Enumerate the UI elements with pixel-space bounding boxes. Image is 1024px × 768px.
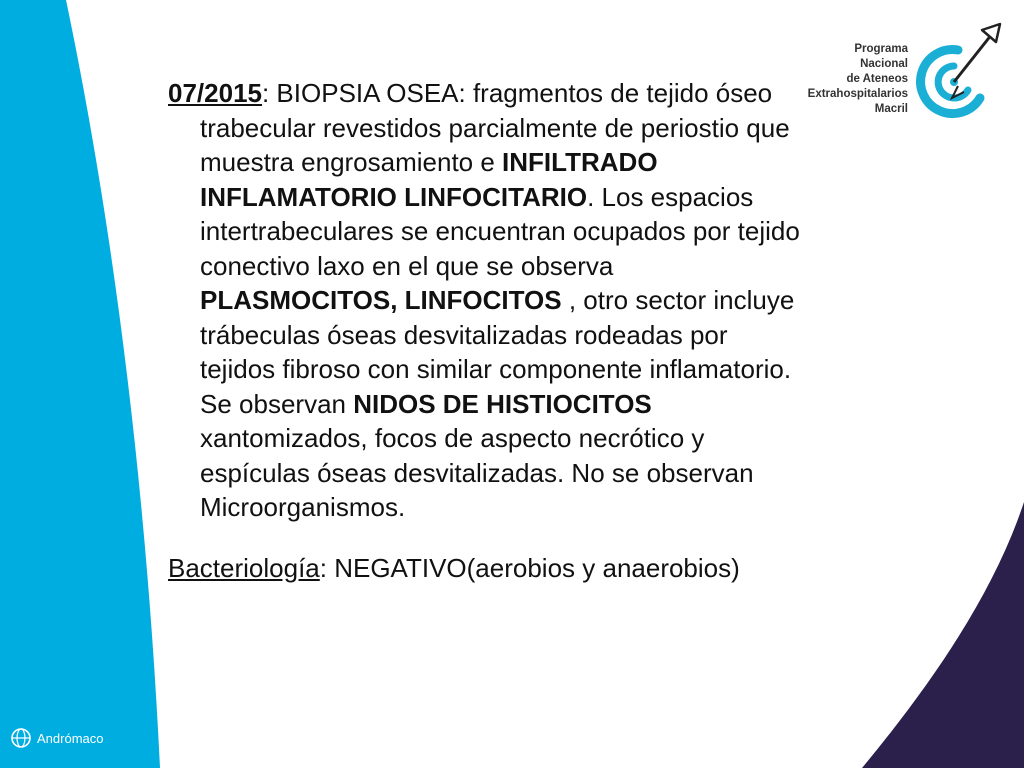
biopsy-text-3: , otro sector incluye trábeculas óseas desvitalizadas rodeadas por tejidos fibroso con similar componente inflamatorio. Se observan — [200, 285, 795, 419]
logo-line-1: Programa Nacional — [854, 43, 908, 70]
logo-text — [804, 42, 908, 117]
biopsy-text-2: . Los espacios intertrabeculares se encuentran ocupados por tejido conectivo laxo en el que se observa — [200, 181, 800, 281]
logo-line-3: Extrahospitalarios — [807, 88, 908, 100]
globe-icon — [10, 727, 32, 749]
biopsy-text-4: xantomizados, focos de aspecto necrótico y espículas óseas desvitalizadas. No se observan Microorganismos. — [200, 423, 754, 522]
slide-content — [168, 76, 808, 585]
biopsy-bold-3: NIDOS DE HISTIOCITOS — [353, 388, 652, 419]
bacteriology-label: Bacteriología — [168, 552, 320, 583]
biopsy-bold-1: INFILTRADO INFLAMATORIO LINFOCITARIO — [200, 147, 658, 212]
footer-brand: Andrómaco — [37, 730, 104, 746]
target-arrow-icon — [910, 20, 1010, 130]
logo-line-4: Macril — [874, 103, 908, 115]
programa-logo — [800, 20, 1010, 130]
biopsy-bold-2: PLASMOCITOS, LINFOCITOS — [200, 285, 562, 315]
biopsy-date: 07/2015 — [168, 78, 262, 108]
biopsy-paragraph — [168, 76, 808, 525]
logo-line-2: de Ateneos — [846, 73, 908, 85]
bacteriology-paragraph — [168, 551, 808, 586]
bacteriology-text: : NEGATIVO(aerobios y anaerobios) — [319, 552, 740, 583]
biopsy-text-1: : BIOPSIA OSEA: fragmentos de tejido óseo trabecular revestidos parcialmente de periostio que muestra engrosamiento e — [200, 78, 790, 177]
footer-logo — [10, 726, 103, 750]
